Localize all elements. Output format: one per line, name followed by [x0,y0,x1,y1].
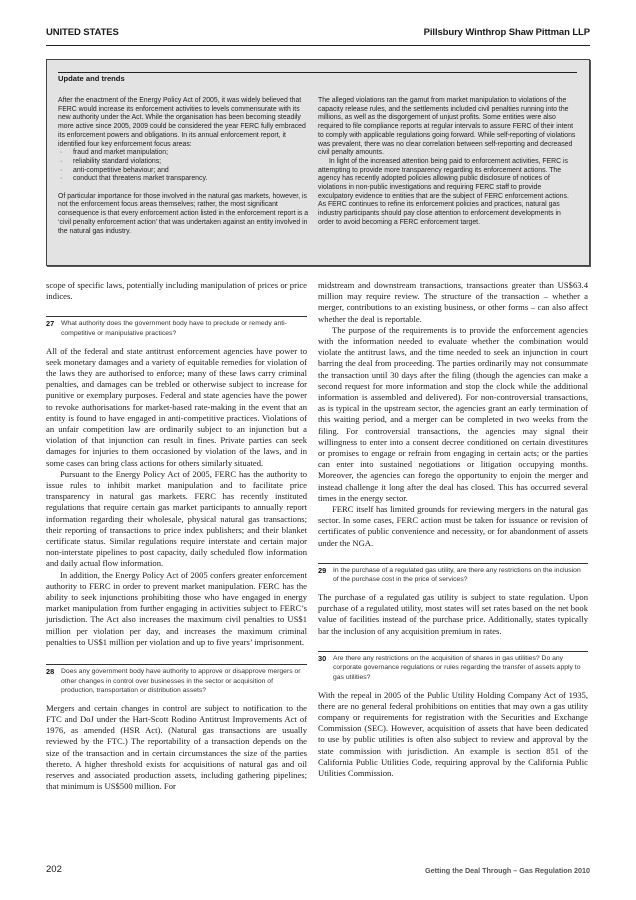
question-number: 27 [46,319,55,329]
body-paragraph: With the repeal in 2005 of the Public Utility Holding Company Act of 1935, there are no general federal prohibitions on entities that may own a gas utility company or requirements for registration with the Securities and Exchange Commission (SEC). However, acquisition of assets that have been dedicated to use by public utilities is often also subject to review and approval by the state commission with jurisdiction. An example is section 851 of the California Public Utilities Code, requiring approval by the California Public Utilities Commission. [318,689,588,779]
body-paragraph: Mergers and certain changes in control are subject to notification to the FTC and DoJ under the Hart-Scott Rodino Antitrust Improvements Act of 1976, as amended (HSR Act). (Natural gas transactions are usually reviewed by the FTC.) The reportability of a transaction depends on the size of the transaction and in certain circumstances the size of the parties thereto. A higher threshold exists for acquisitions of natural gas and oil reserves and associated production assets, including gathering pipelines; that minimum is US$500 million. For [46,702,307,792]
box-paragraph: Of particular importance for those involved in the natural gas markets, however, is not the enforcement focus areas themselves; rather, the most significant consequence is that every enforcement action listed in the enforcement report is a ‘civil penalty enforcement action’ that was undertaken against an entity involved in the natural gas industry. [58,192,309,235]
question-30 [318,651,588,683]
box-title: Update and trends [58,74,125,83]
question-number: 28 [46,667,55,677]
box-intro: After the enactment of the Energy Policy Act of 2005, it was widely believed that FERC would increase its enforcement activities to levels commensurate with its new authority under the Act. While the organisation has been becoming steadily more active since 2005, 2009 could be considered the year FERC fully embraced its enforcement powers and obligations. In its annual enforcement report, it identified four key enforcement focus areas: [58,97,306,148]
box-left-column [58,97,314,236]
body-paragraph: All of the federal and state antitrust enforcement agencies have power to seek monetary damages and a variety of equitable remedies for violation of the laws they are authorised to enforce; many of these laws carry criminal penalties, and damages can be trebled or otherwise subject to increase for punitive or exemplary purposes. Federal and state agencies have the power to revoke authorisations for market-based rate-making in the event that an entity is found to have engaged in anti-competitive practices. Violations of an unfair competition law are ordinarily subject to an injunction but a violation of that injunction can result in fines. Private parties can seek damages for injuries to them occasioned by violation of the laws, and in some cases can bring class actions for others similarly situated. [46,345,307,468]
body-paragraph: FERC itself has limited grounds for reviewing mergers in the natural gas sector. In some cases, FERC action must be taken for issuance or revision of certificates of public convenience and necessity, or for abandonment of assets under the NGA. [318,504,588,548]
page-number: 202 [46,864,62,875]
body-paragraph: In addition, the Energy Policy Act of 2005 confers greater enforcement authority to FERC in order to prevent market manipulation. FERC has the ability to seek injunctions prohibiting those who have engaged in energy market manipulation from further engaging in activities subject to FERC’s jurisdiction. The Act also increases the maximum civil penalties to US$1 million per violation per day, and increases the maximum criminal penalties to US$1 million per violation and up to five years’ imprisonment. [46,569,307,647]
body-paragraph: midstream and downstream transactions, transactions greater than US$63.4 million may require review. The structure of the transaction – whether a merger, contributions to an existing business, or other forms – can also affect whether the deal is reportable. [318,280,588,324]
question-text: Does any government body have authority to approve or disapprove mergers or other changes in control over businesses in the sector or acquisition of production, transportation or distribution assets? [61,668,301,695]
focus-area-item: · fraud and market manipulation; [58,149,314,158]
header-country: UNITED STATES [46,27,119,38]
focus-area-item: · reliability standard violations; [58,158,314,167]
question-text: What authority does the government body have to preclude or remedy anti-competitive or manipulative practices? [61,320,287,337]
focus-area-item: · conduct that threatens market transparency. [58,175,314,184]
focus-area-item: · anti-competitive behaviour; and [58,167,314,176]
focus-areas-list [58,149,314,184]
question-text: Are there any restrictions on the acquisition of shares in gas utilities? Do any corporate governance regulations or rules regarding the transfer of assets apply to gas utilities? [333,654,581,682]
right-body-column [318,280,588,779]
box-paragraph: The alleged violations ran the gamut from market manipulation to violations of the capacity release rules, and the settlements included civil penalties running into the millions, as well as the disgorgement of unjust profits. Some entities were also required to file compliance reports at regular intervals to assure FERC of their intent to comply with applicable regulations going forward. While self-reporting of violations was prevalent, there was no clear correlation between self-reporting and decreased civil penalty amounts. [318,97,576,157]
body-paragraph: The purpose of the requirements is to provide the enforcement agencies with the information needed to evaluate whether the combination would violate the antitrust laws, and the time needed to seek an injunction in court barring the deal from proceeding. The parties ordinarily may not consummate the transaction until 30 days after the filing (though the agencies can make a second request for more information and stop the clock while the additional information is assembled and delivered). For non-controversial transactions, as is typical in the upstream sector, the agencies grant an early termination of this waiting period, and a merger can be completed in two weeks from the filing. For controversial transactions, the agencies may signal their willingness to enter into a consent decree conditioned on certain divestitures or promises to engage or refrain from engaging in certain acts; or the parties can enter into sustained negotiations or litigation occupying months. Moreover, the agencies can forego the opportunity to enjoin the merger and instead challenge it long after the deal has closed. This has occurred several times in the energy sector. [318,324,588,503]
header-firm: Pillsbury Winthrop Shaw Pittman LLP [423,27,590,38]
box-paragraph: In light of the increased attention being paid to enforcement activities, FERC is attempting to provide more transparency regarding its enforcement actions. The agency has recently adopted policies allowing public disclosure of notices of violations in non-public investigations and requiring FERC staff to provide exculpatory evidence to entities that are the subject of FERC enforcement actions. As FERC continues to refine its enforcement policies and practices, natural gas industry participants should pay close attention to enforcement developments in order to avoid becoming a FERC enforcement target. [318,157,569,226]
body-paragraph: The purchase of a regulated gas utility is subject to state regulation. Upon purchase of a regulated utility, most states will set rates based on the net book value of facilities instead of the purchase price. Additionally, states typically bar the inclusion of any acquisition premium in rates. [318,592,588,636]
body-paragraph: Pursuant to the Energy Policy Act of 2005, FERC has the authority to issue rules to inhibit market manipulation and to facilitate price transparency in natural gas markets. FERC has recently instituted regulations that require certain gas market participants to annually report information regarding their wholesale, physical natural gas transactions; their reporting of transactions to price index publishers; and their blanket certificate status. Similar regulations require interstate and certain major non-interstate pipelines to post capacity, daily scheduled flow information and daily actual flow information. [46,468,307,569]
update-and-trends-box [46,59,590,266]
question-number: 29 [318,565,327,575]
left-body-column [46,280,307,792]
body-paragraph: scope of specific laws, potentially including manipulation of prices or price indices. [46,280,307,302]
question-text: In the purchase of a regulated gas utility, are there any restrictions on the inclusion of the purchase cost in the price of services? [333,566,581,584]
question-29 [318,563,588,585]
question-28 [46,664,307,696]
question-27 [46,316,307,338]
running-header [46,27,590,46]
box-title-rule [58,72,577,73]
question-number: 30 [318,653,327,663]
box-right-column [318,97,576,228]
publication-title: Getting the Deal Through – Gas Regulation 2010 [425,866,590,875]
